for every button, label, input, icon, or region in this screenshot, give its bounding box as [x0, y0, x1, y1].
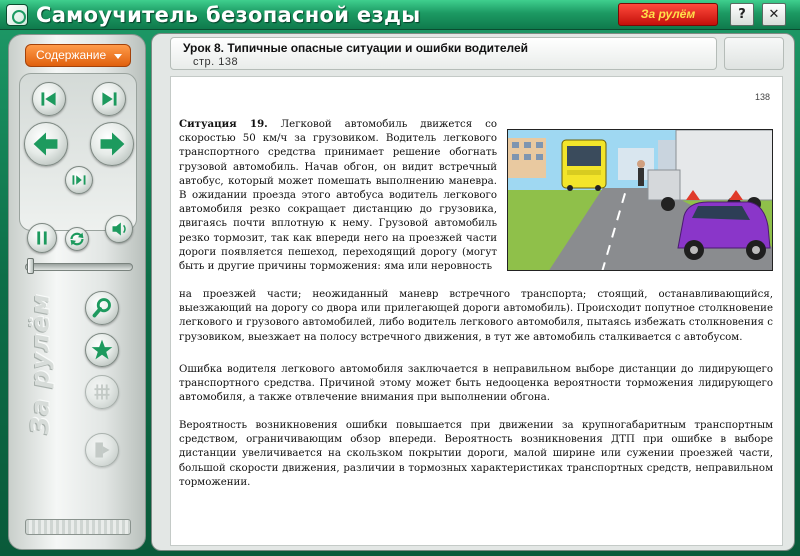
help-button[interactable]: ? [730, 3, 754, 26]
navigation-pad [19, 73, 137, 231]
first-page-button[interactable] [32, 82, 66, 116]
contents-label: Содержание [36, 48, 107, 62]
progress-bar [25, 519, 131, 535]
lesson-page[interactable] [170, 76, 783, 546]
title-bar [0, 0, 800, 30]
situation-paragraph [179, 117, 497, 274]
previous-page-button[interactable] [24, 122, 68, 166]
sound-button[interactable] [105, 215, 133, 243]
next-page-button[interactable] [90, 122, 134, 166]
lesson-title [183, 41, 528, 55]
skip-button[interactable] [65, 166, 93, 194]
situation-text: Легковой автомобиль движется со скоростью 50 км/ч за грузовиком. Водитель легкового транспортного средства принимает решение обогнать грузовой автомобиль. Начав обгон, он видит встречный автобус, который может помешать выполнению маневра. В ожидании проезда этого автобуса водитель легкового автомобиля резко сокращает дистанцию до грузовика, двигаясь почти вплотную к нему. Грузовой автомобиль резко тормозит, так как впереди него на проезжей части дороги появляется пешеход, переходящий дорогу (могут быть и другие причины торможения: яма или неровность [179, 119, 497, 273]
speaker-icon [106, 216, 132, 242]
pause-icon [28, 224, 56, 252]
notes-button[interactable] [85, 375, 119, 409]
brand-button[interactable]: За рулём [618, 3, 718, 26]
star-icon [86, 334, 118, 366]
repeat-icon [66, 228, 88, 250]
pause-button[interactable] [27, 223, 57, 253]
control-panel [8, 34, 146, 550]
error-paragraph: Ошибка водителя легкового автомобиля заключается в неправильном выборе дистанции до лидирующего транспортного средства. Причиной этому может быть недооценка вероятности торможения лидирующего автомобиля, а также отвлечение внимания при выполнении обгона. [179, 364, 773, 404]
repeat-button[interactable] [65, 227, 89, 251]
volume-slider-thumb[interactable] [27, 258, 34, 274]
exit-icon [86, 434, 118, 466]
situation-label: Ситуация 19. [179, 118, 268, 130]
lesson-header [170, 37, 717, 70]
skip-to-last-icon [93, 83, 125, 115]
chevron-down-icon [114, 54, 122, 59]
probability-paragraph: Вероятность возникновения ошибки повышается при движении за крупногабаритным транспортным средством, ограничивающим обзор впереди. Вероятность возникновения ДТП при ошибке в выборе дистанции увеличивается на скользком покрытии дороги, малой ширине или сужении проезжей части, большой скорости движения, различии в тормозных характеристиках транспортных средств, неправильном торможении. [179, 420, 773, 488]
arrow-right-icon [91, 123, 133, 165]
situation-paragraph-continued: на проезжей части; неожиданный маневр встречного транспорта; стоящий, останавливающийся, выезжающий на дорогу со двора или прилегающей дороги автомобиль). Происходит попутное столкновение легкового и грузового автомобилей, либо водитель легкового автомобиля, пытаясь избежать столкновения с грузовиком, выезжает на полосу встречного движения, в тут же автомобиль сталкивается с автобусом. [179, 289, 773, 343]
exit-button[interactable] [85, 433, 119, 467]
volume-slider-track[interactable] [25, 263, 133, 271]
traffic-illustration [507, 129, 773, 271]
grid-icon [86, 376, 118, 408]
app-title: Самоучитель безопасной езды [36, 3, 421, 27]
lesson-number: Урок 8. [183, 41, 225, 55]
brand-watermark: За рулём [25, 293, 55, 435]
bookmark-button[interactable] [85, 333, 119, 367]
page-number: 138 [754, 92, 770, 102]
lesson-name: Типичные опасные ситуации и ошибки водителей [227, 41, 529, 55]
contents-dropdown[interactable] [25, 44, 131, 67]
close-button[interactable]: ✕ [762, 3, 786, 26]
arrow-left-icon [25, 123, 67, 165]
app-logo-icon [6, 4, 28, 26]
search-button[interactable] [85, 291, 119, 325]
last-page-button[interactable] [92, 82, 126, 116]
skip-icon [66, 167, 92, 193]
magnifier-icon [86, 292, 118, 324]
header-decoration [724, 37, 784, 70]
skip-to-first-icon [33, 83, 65, 115]
lesson-page-label: стр. 138 [193, 56, 239, 68]
